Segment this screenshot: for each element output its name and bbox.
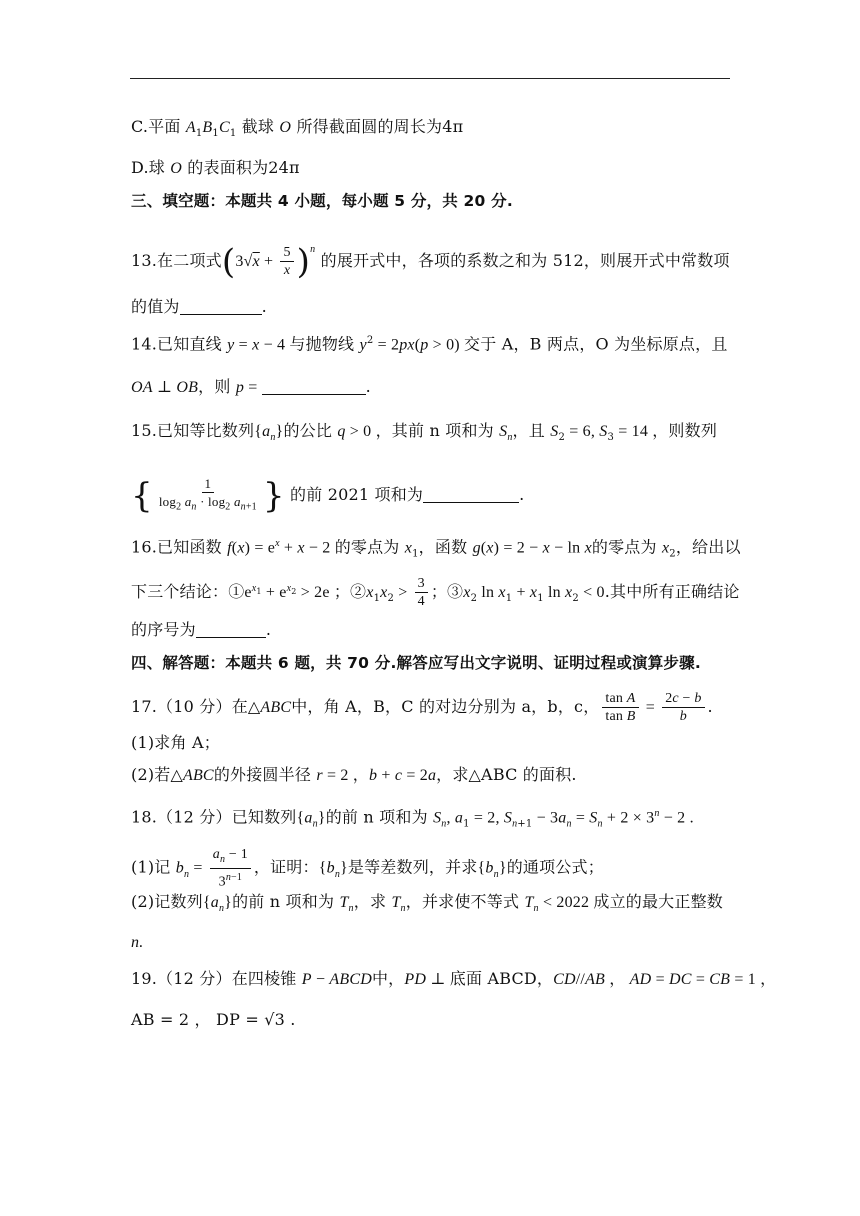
option-d-label: D.球 — [131, 158, 171, 177]
q19-text-pre: 19.（12 分）在四棱锥 — [131, 969, 302, 988]
option-d: D.球 O 的表面积为24π — [131, 158, 300, 177]
option-c-tail: 所得截面圆的周长为4π — [296, 117, 464, 136]
q15-text-post: ，则数列 — [652, 421, 718, 440]
option-c-text: 截球 — [241, 117, 280, 136]
q17-p2-post: ，求△ABC 的面积. — [436, 765, 577, 784]
q17-p2-mid: 的外接圆半径 — [213, 765, 317, 784]
q17-text-post: 中，角 A，B，C 的对边分别为 a，b，c， — [291, 697, 600, 716]
q18-p2-mid1: 的前 n 项和为 — [232, 892, 340, 911]
question-17-part1: (1)求角 A； — [131, 733, 220, 752]
q14-text-post: 交于 A，B 两点，O 为坐标原点，且 — [464, 334, 728, 354]
question-17: 17.（10 分）在△ABC中，角 A，B，C 的对边分别为 a，b，c， $\frac{\text{tan A}}{\text{tan B}}$ = $\frac{2c - b}{b}$ . — [131, 691, 713, 724]
q16-text-pre: 16.已知函数 — [131, 537, 228, 557]
question-16-line3: 的序号为 . — [131, 620, 272, 639]
q17-text-pre: 17.（10 分）在△ — [131, 697, 261, 716]
option-c-label: C.平面 — [131, 117, 186, 136]
q18-p1-post: 的通项公式； — [506, 857, 604, 877]
q18-text-pre: 18.（12 分）已知数列 — [131, 807, 297, 827]
question-14-line2: OA ⊥ OB，则 p = . — [131, 377, 371, 396]
q18-p2-mid2: ，求 — [353, 892, 392, 911]
q15-text-pre: 15.已知等比数列 — [131, 421, 255, 440]
q18-p2-post: 成立的最大正整数 — [593, 892, 723, 911]
header-rule — [130, 78, 730, 79]
q13-answer-label: 的值为 — [131, 297, 180, 316]
question-17-part2: (2)若△ABC的外接圆半径 r = 2 ，b + c = 2a，求△ABC 的面积. — [131, 765, 577, 784]
q13-text-post: 的展开式中，各项的系数之和为 512，则展开式中常数项 — [320, 251, 730, 270]
q18-p1-mid: ，证明： — [253, 857, 319, 877]
section-3-heading: 三、填空题：本题共 4 小题，每小题 5 分，共 20 分. — [131, 192, 513, 210]
question-18-part2-line2: n. — [131, 934, 144, 951]
q15-text-mid3: ，且 — [512, 421, 551, 440]
question-14: 14.已知直线 y = x − 4 与抛物线 $y^2 = 2px(p > 0)$ 交于 A，B 两点，O 为坐标原点，且 — [131, 334, 728, 354]
q18-p2-mid3: ，并求使不等式 — [405, 892, 525, 911]
question-13: 13.在二项式(3√x + $\frac{5}{x}$ )$^n$ 的展开式中，各项的系数之和为 512，则展开式中常数项 — [131, 242, 730, 282]
q13-answer-blank[interactable] — [180, 298, 262, 315]
question-19-line2: AB = 2 ， DP = √3 . — [131, 1010, 296, 1029]
q16-conclusion-2-label: ；② — [333, 582, 367, 601]
q14-answer-blank[interactable] — [262, 378, 366, 395]
q16-conclusion-3-label: ；③ — [430, 582, 464, 601]
question-15: 15.已知等比数列$\{a_n\}$的公比 q > 0 ，其前 n 项和为 $S_n$，且 $S_2 = 6$, $S_3 = 14$ ，则数列 — [131, 421, 718, 444]
question-18: 18.（12 分）已知数列$\{a_n\}$的前 n 项和为 $S_n$, $a_1 = 2$, $S_{n+1} - 3a_n = S_n + 2 \times 3^n - 2$ . — [131, 807, 694, 830]
q17-p2-pre: (2)若△ — [131, 765, 183, 784]
q13-text-pre: 13.在二项式 — [131, 251, 222, 270]
q19-text-mid2: 底面 ABCD， — [449, 969, 554, 988]
question-13-line2: 的值为 . — [131, 297, 267, 316]
q18-p1-mid2: 是等差数列，并求 — [347, 857, 478, 877]
q14-text-mid: 与抛物线 — [289, 334, 360, 354]
question-18-part2: (2)记数列$\{a_n\}$的前 n 项和为 $T_n$，求 $T_n$，并求使不等式 $T_n < 2022$ 成立的最大正整数 — [131, 892, 723, 915]
q14-text-then: ，则 — [198, 377, 236, 396]
q16-answer-blank[interactable] — [196, 621, 266, 638]
q16-answer-label: 的序号为 — [131, 620, 196, 639]
question-15-line2: { $\frac{1}{\log_2 a_n \cdot \log_2 a_{n+1}}$ } 的前 2021 项和为 . — [131, 475, 525, 516]
question-16-line2: 下三个结论：$①e^{x_1} + e^{x_2} > 2e$ ；$②x_1x_2$ > $\frac{3}{4}$ ；$③x_2$ $\ln x_1 + x_1$ $\ln x_2 < 0$.其中所有正确结论 — [131, 576, 740, 609]
option-c: C.平面 $A_1B_1C_1$ 截球 O 所得截面圆的周长为4π — [131, 117, 464, 140]
q15-answer-label: 的前 2021 项和为 — [290, 484, 424, 504]
q15-text-mid2: ，其前 n 项和为 — [375, 421, 500, 440]
q14-text-pre: 14.已知直线 — [131, 334, 228, 354]
q16-conclusions-pre: 下三个结论：① — [131, 582, 245, 601]
q18-p2-pre: (2)记数列 — [131, 892, 203, 911]
q16-text-mid2: ，函数 — [418, 537, 473, 557]
q16-text-mid1: 的零点为 — [334, 537, 405, 557]
q19-text-mid1: 中， — [371, 969, 405, 988]
q18-p1-pre: (1)记 — [131, 857, 176, 877]
q16-text-mid3: 的零点为 — [591, 537, 662, 557]
question-18-part1: (1)记 $b_n$ = $\frac{a_n - 1}{3^{n-1}}$ ，证明：$\{b_n\}$是等差数列，并求$\{b_n\}$的通项公式； — [131, 847, 604, 890]
q15-answer-blank[interactable] — [423, 486, 519, 503]
q16-conclusions-post: .其中所有正确结论 — [604, 582, 740, 601]
option-d-text: 的表面积为24π — [187, 158, 300, 177]
q16-text-post: ，给出以 — [675, 537, 741, 557]
question-16: 16.已知函数 $f(x) = e^x + x - 2$ 的零点为 $x_1$，函数 g(x) = 2 − x − ln x的零点为 $x_2$，给出以 — [131, 537, 741, 560]
q15-text-mid1: 的公比 — [283, 421, 338, 440]
question-19: 19.（12 分）在四棱锥 P − ABCD中，PD ⊥ 底面 ABCD，CD//AB ， AD = DC = CB = 1 ， — [131, 969, 777, 988]
section-4-heading: 四、解答题：本题共 6 题，共 70 分.解答应写出文字说明、证明过程或演算步骤. — [131, 654, 701, 672]
q18-text-mid: 的前 n 项和为 — [325, 807, 434, 827]
